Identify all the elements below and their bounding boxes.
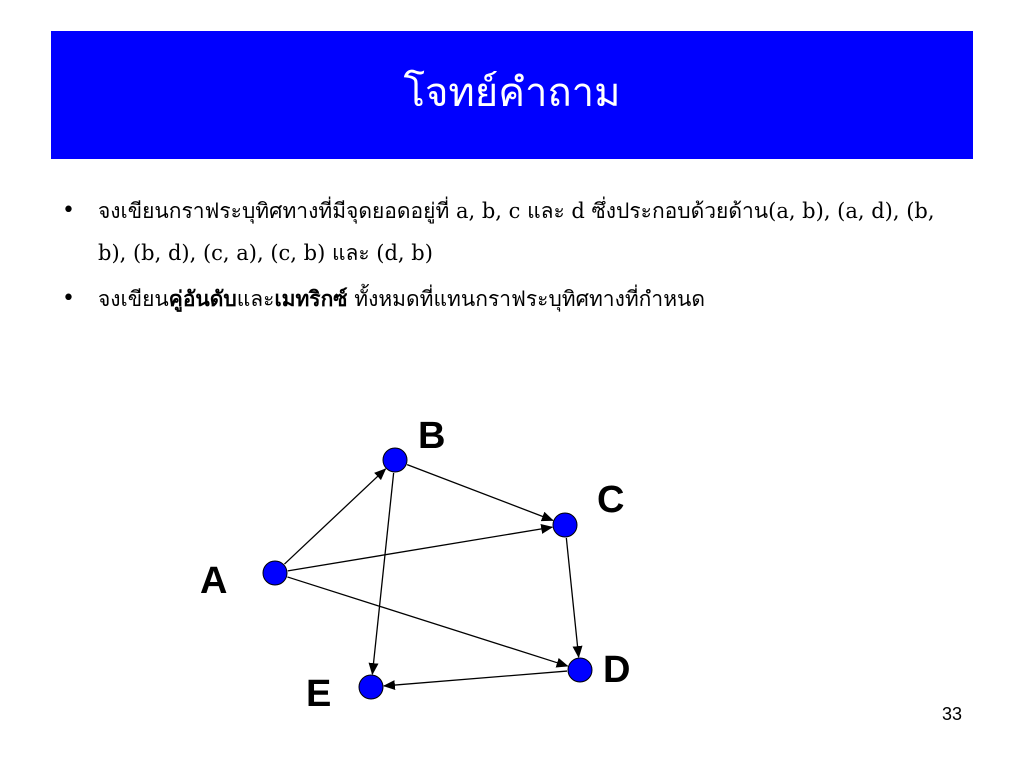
edge-a-c — [288, 527, 552, 571]
node-c — [553, 513, 577, 537]
bullet-text-part: และ — [236, 287, 275, 311]
edge-b-e — [372, 473, 393, 674]
edge-c-d — [566, 538, 578, 657]
node-label-d: D — [603, 649, 631, 691]
bold-term-matrix: เมทริกซ์ — [274, 286, 348, 311]
node-label-c: C — [597, 479, 625, 521]
node-label-a: A — [200, 560, 228, 602]
node-b — [383, 448, 407, 472]
page-number: 33 — [941, 704, 962, 724]
bullet-icon: • — [62, 286, 75, 311]
node-label-b: B — [418, 415, 446, 457]
slide-title: โจทย์คำถาม — [403, 70, 621, 116]
edge-a-b — [284, 469, 385, 564]
edge-b-c — [407, 465, 553, 521]
bullet-text-part: จงเขียน — [98, 287, 169, 311]
bullet-text: จงเขียนกราฟระบุทิศทางที่มีจุดยอดอยู่ที่ a, b, c และ d ซึ่งประกอบด้วยด้าน(a, b), (a, d), (b, b), (b, d), (c, a), (c, b) และ (d, b) — [98, 199, 935, 265]
graph-nodes — [263, 448, 592, 699]
bold-term-ordered-pairs: คู่อันดับ — [168, 286, 237, 311]
graph-labels — [200, 415, 630, 715]
node-d — [568, 658, 592, 682]
bullet-icon: • — [62, 198, 75, 223]
node-e — [359, 675, 383, 699]
node-label-e: E — [306, 673, 332, 715]
edge-a-d — [287, 577, 567, 666]
node-a — [263, 561, 287, 585]
edge-d-e — [384, 671, 567, 686]
bullet-text-part: ทั้งหมดที่แทนกราฟระบุทิศทางที่กำหนด — [347, 287, 706, 311]
graph-edges — [284, 465, 578, 686]
